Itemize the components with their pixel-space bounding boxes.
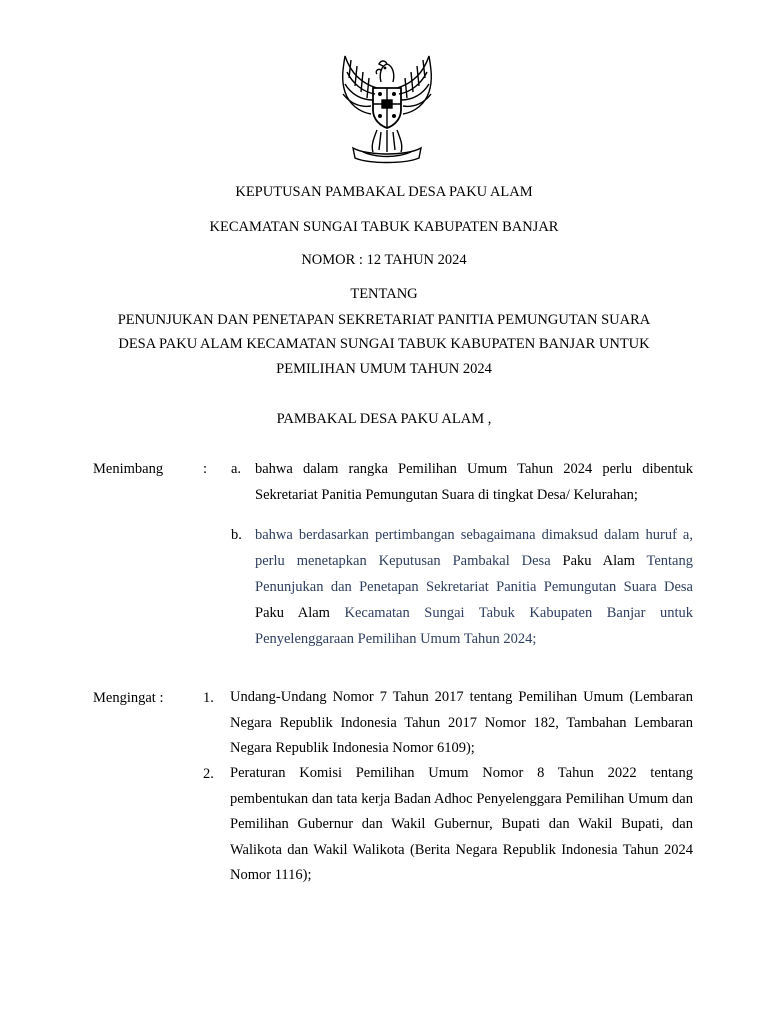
tentang-heading: TENTANG — [350, 286, 418, 302]
subject-line-1: PENUNJUKAN DAN PENETAPAN SEKRETARIAT PANITIA PEMUNGUTAN SUARA — [117, 312, 651, 328]
decree-number: NOMOR : 12 TAHUN 2024 — [301, 252, 467, 268]
menimbang-colon: : — [203, 461, 208, 477]
reference-1-text: Undang-Undang Nomor 7 Tahun 2017 tentang Pemilihan Umum (Lembaran Negara Republik Indonesia Tahun 2017 Nomor 182, Tambahan Lembaran Negara Republik Indonesia Nomor 6109); — [230, 689, 693, 756]
mengingat-label: Mengingat : — [93, 690, 164, 706]
decree-title: KEPUTUSAN PAMBAKAL DESA PAKU ALAM — [235, 184, 533, 200]
decree-district: KECAMATAN SUNGAI TABUK KABUPATEN BANJAR — [209, 219, 559, 235]
consideration-b-marker: b. — [231, 527, 242, 543]
authority-heading: PAMBAKAL DESA PAKU ALAM , — [276, 411, 492, 427]
consideration-a-text: bahwa dalam rangka Pemilihan Umum Tahun 2024 perlu dibentuk Sekretariat Panitia Pemungutan Suara di tingkat Desa/ Kelurahan; — [255, 461, 693, 503]
consideration-b-part1: bahwa berdasarkan pertimbangan sebagaimana dimaksud dalam huruf a, perlu menetapkan Keputusan Pambakal Desa — [255, 527, 693, 569]
reference-2-marker: 2. — [203, 766, 214, 782]
consideration-b-text — [255, 522, 693, 652]
consideration-b-part2: Tentang Penunjukan dan Penetapan Sekretariat Panitia Pemungutan Suara Desa — [255, 553, 693, 595]
reference-1-marker: 1. — [203, 690, 214, 706]
subject-line-3: PEMILIHAN UMUM TAHUN 2024 — [276, 361, 492, 377]
subject-line-2: DESA PAKU ALAM KECAMATAN SUNGAI TABUK KABUPATEN BANJAR UNTUK — [118, 336, 650, 352]
garuda-emblem-icon — [333, 48, 441, 166]
consideration-b-village-1: Paku Alam — [562, 553, 635, 569]
menimbang-label: Menimbang — [93, 461, 164, 477]
consideration-a-marker: a. — [231, 461, 242, 477]
consideration-b-village-2: Paku Alam — [255, 605, 330, 621]
reference-2-text: Peraturan Komisi Pemilihan Umum Nomor 8 Tahun 2022 tentang pembentukan dan tata kerja Badan Adhoc Penyelenggara Pemilihan Umum dan Pemilihan Gubernur dan Wakil Gubernur, Bupati dan Wakil Bupati, dan Walikota dan Wakil Walikota (Berita Negara Republik Indonesia Tahun 2024 Nomor 1116); — [230, 765, 693, 883]
consideration-b-part3: Kecamatan Sungai Tabuk Kabupaten Banjar untuk Penyelenggaraan Pemilihan Umum Tahun 2024; — [255, 605, 693, 647]
